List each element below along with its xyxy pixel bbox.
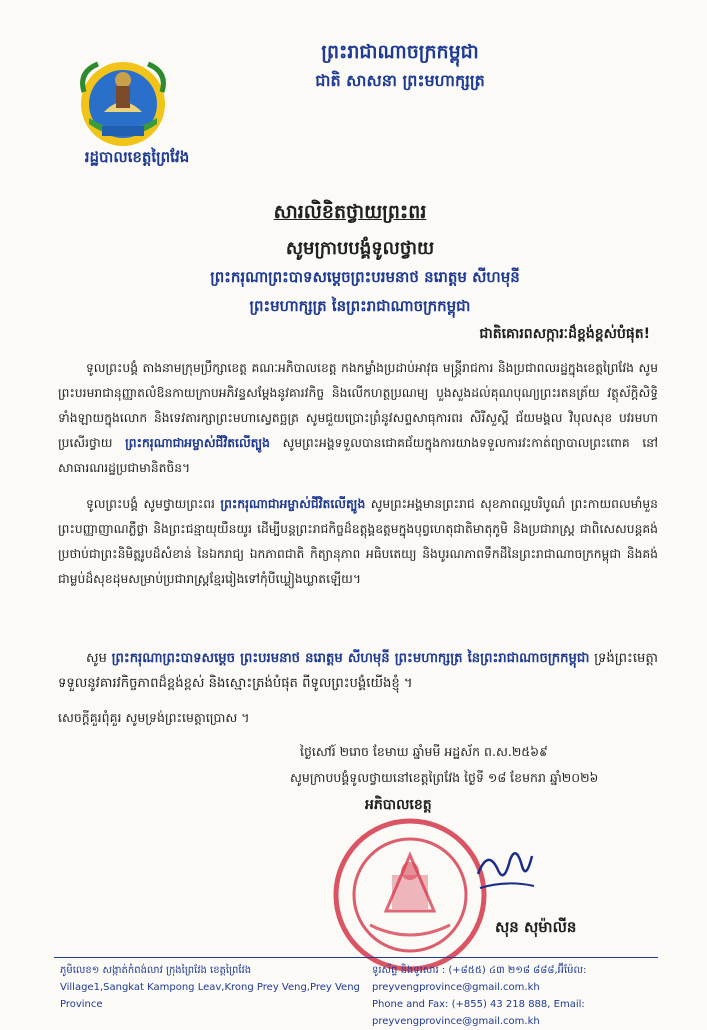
paragraph-1-highlight: ព្រះករុណាជាអម្ចាស់ជីវិតលើត្បូង <box>125 436 270 450</box>
paragraph-2 <box>58 492 658 592</box>
paragraph-2-highlight: ព្រះករុណាជាអម្ចាស់ជីវិតលើត្បូង <box>220 497 366 511</box>
lunar-date: ថ្ងៃសៅរ៍ ២រោច ខែមាឃ ឆ្នាំមមី អដ្ឋស័ក ព.ស.២៥៦៩ <box>300 744 548 759</box>
paragraph-3-text-end: ទ្រង់ព្រះមេត្តាទទួលនូវគារវកិច្ចភាពដ៏ខ្ពង់ខ្ពស់ និងស្មោះត្រង់បំផុត ពីទូលព្រះបង្គំយើងខ្ញុំ ។ <box>58 651 658 691</box>
paragraph-2-text-end: សូមព្រះអង្គមានព្រះរាជ សុខភាពល្អបរិបូណ៌ ព្រះកាយពលមាំមួន ព្រះបញ្ញាញាណភ្លឺថ្លា និងព្រះជន្មាយុយឺនយូរ ដើម្បីបន្តព្រះរាជកិច្ចដ៏ឧត្តុង្គឧត្តមក្នុងបុព្វហេតុជាតិមាតុភូមិ និងប្រជារាស្ត្រ ជាពិសេសបន្តគង់ប្រថាប់ជាព្រះនិមិត្តរូបដ៏សំខាន់ នៃឯករាជ្យ ឯកភាពជាតិ កិត្យានុភាព អធិបតេយ្យ និងបូរណភាពទឹកដីនៃព្រះរាជាណាចក្រកម្ពុជា និងគង់ជាម្លប់ដ៏សុខដុមសម្រាប់ប្រជារាស្ត្រខ្មែររៀងទៅកុំបីឃ្លៀងឃ្លាតឡើយ។ <box>58 497 658 586</box>
official-seal <box>330 815 490 975</box>
letter-lead: សូមក្រាបបង្គំទូលថ្វាយ <box>285 238 435 259</box>
provincial-logo <box>64 52 182 148</box>
paragraph-1 <box>58 356 658 481</box>
paragraph-3-highlight: ព្រះករុណាព្រះបាទសម្តេច ព្រះបរមនាថ នរោត្តម សីហមុនី ព្រះមហាក្សត្រ នៃព្រះរាជាណាចក្រកម្ពុជា <box>111 651 590 666</box>
contact-english: Phone and Fax: (+855) 43 218 888, Email: preyvengprovince@gmail.com.kh <box>372 999 585 1027</box>
king-honorific: ព្រះករុណាព្រះបាទសម្តេចព្រះបរមនាថ នរោត្តម សីហមុនី <box>210 268 520 286</box>
administration-name: រដ្ឋបាលខេត្តព្រៃវែង <box>84 148 190 166</box>
respect-line: ជាតិគោរពសក្ការៈដ៏ខ្ពង់ខ្ពស់បំផុត! <box>479 326 650 342</box>
paragraph-2-text: ទូលព្រះបង្គំ សូមថ្វាយព្រះពរ <box>86 497 215 511</box>
address-english: Village1,Sangkat Kampong Leav,Krong Prey Veng,Prey Veng Province <box>60 982 360 1010</box>
contact-khmer: ទូរស័ព្ទ និងទូរសារ : (+៨៥៥) ៤៣ ២១៨ ៨៨៨,អ៊ីម៉ែល: preyvengprovince@gmail.com.kh <box>372 965 587 993</box>
address-khmer: ភូមិលេខ១ សង្កាត់កំពង់លាវ ក្រុងព្រៃវែង ខេត្តព្រៃវែង <box>60 965 252 976</box>
paragraph-1-text-end: សូមព្រះអង្គទទួលបានជោគជ័យក្នុងការយាងទទួលការវះកាត់ព្យាបាលព្រះពោគ នៅសាធារណរដ្ឋប្រជាមានិតចិន។ <box>58 436 658 475</box>
solar-date: សូមក្រាបបង្គំទូលថ្វាយនៅខេត្តព្រៃវែង ថ្ងៃទី ១៨ ខែមករា ឆ្នាំ២០២៦ <box>290 770 599 785</box>
footer-address <box>60 962 360 1013</box>
paragraph-3 <box>58 646 658 696</box>
signer-name: សុន សុម៉ាលីន <box>495 918 577 936</box>
footer-contact <box>372 962 672 1030</box>
paragraph-3-text: សូម <box>86 651 107 666</box>
signer-title: អភិបាលខេត្ត <box>365 797 432 813</box>
national-motto: ជាតិ សាសនា ព្រះមហាក្សត្រ <box>315 71 485 90</box>
closing-line: សេចក្តីគួរពុំគួរ សូមទ្រង់ព្រះមេត្តាប្រោស ។ <box>58 710 250 725</box>
king-title-line: ព្រះមហាក្សត្រ នៃព្រះរាជាណាចក្រកម្ពុជា <box>249 297 471 315</box>
paragraph-1-text: ទូលព្រះបង្គំ តាងនាមក្រុមប្រឹក្សាខេត្ត គណៈអភិបាលខេត្ត កងកម្លាំងប្រដាប់អាវុធ មន្ត្រីរាជការ និងប្រជាពលរដ្ឋក្នុងខេត្តព្រៃវែង សូមព្រះបរមរាជានុញ្ញាតលំឱនកាយក្រាបអភិវន្ទសម្តែងនូវគារវកិច្ច និងលើកហត្ថប្រណម្យ បួងសួងដល់គុណបុណ្យព្រះរតនត្រ័យ វត្ថុស័ក្តិសិទ្ធិទាំងឡាយក្នុងលោក និងទេវតារក្សាព្រះមហាស្វេតច្ឆត្រ សូមជួយប្រោះព្រំនូវសព្ទសាធុការពរ សិរីសួស្តី ជ័យមង្គល វិបុលសុខ បវរមហាប្រសើរថ្វាយ <box>58 361 658 450</box>
handwritten-signature <box>470 840 540 900</box>
footer-divider <box>54 957 658 958</box>
letter-title: សារលិខិតថ្វាយព្រះពរ <box>273 201 427 223</box>
kingdom-title: ព្រះរាជាណាចក្រកម្ពុជា <box>321 41 479 63</box>
